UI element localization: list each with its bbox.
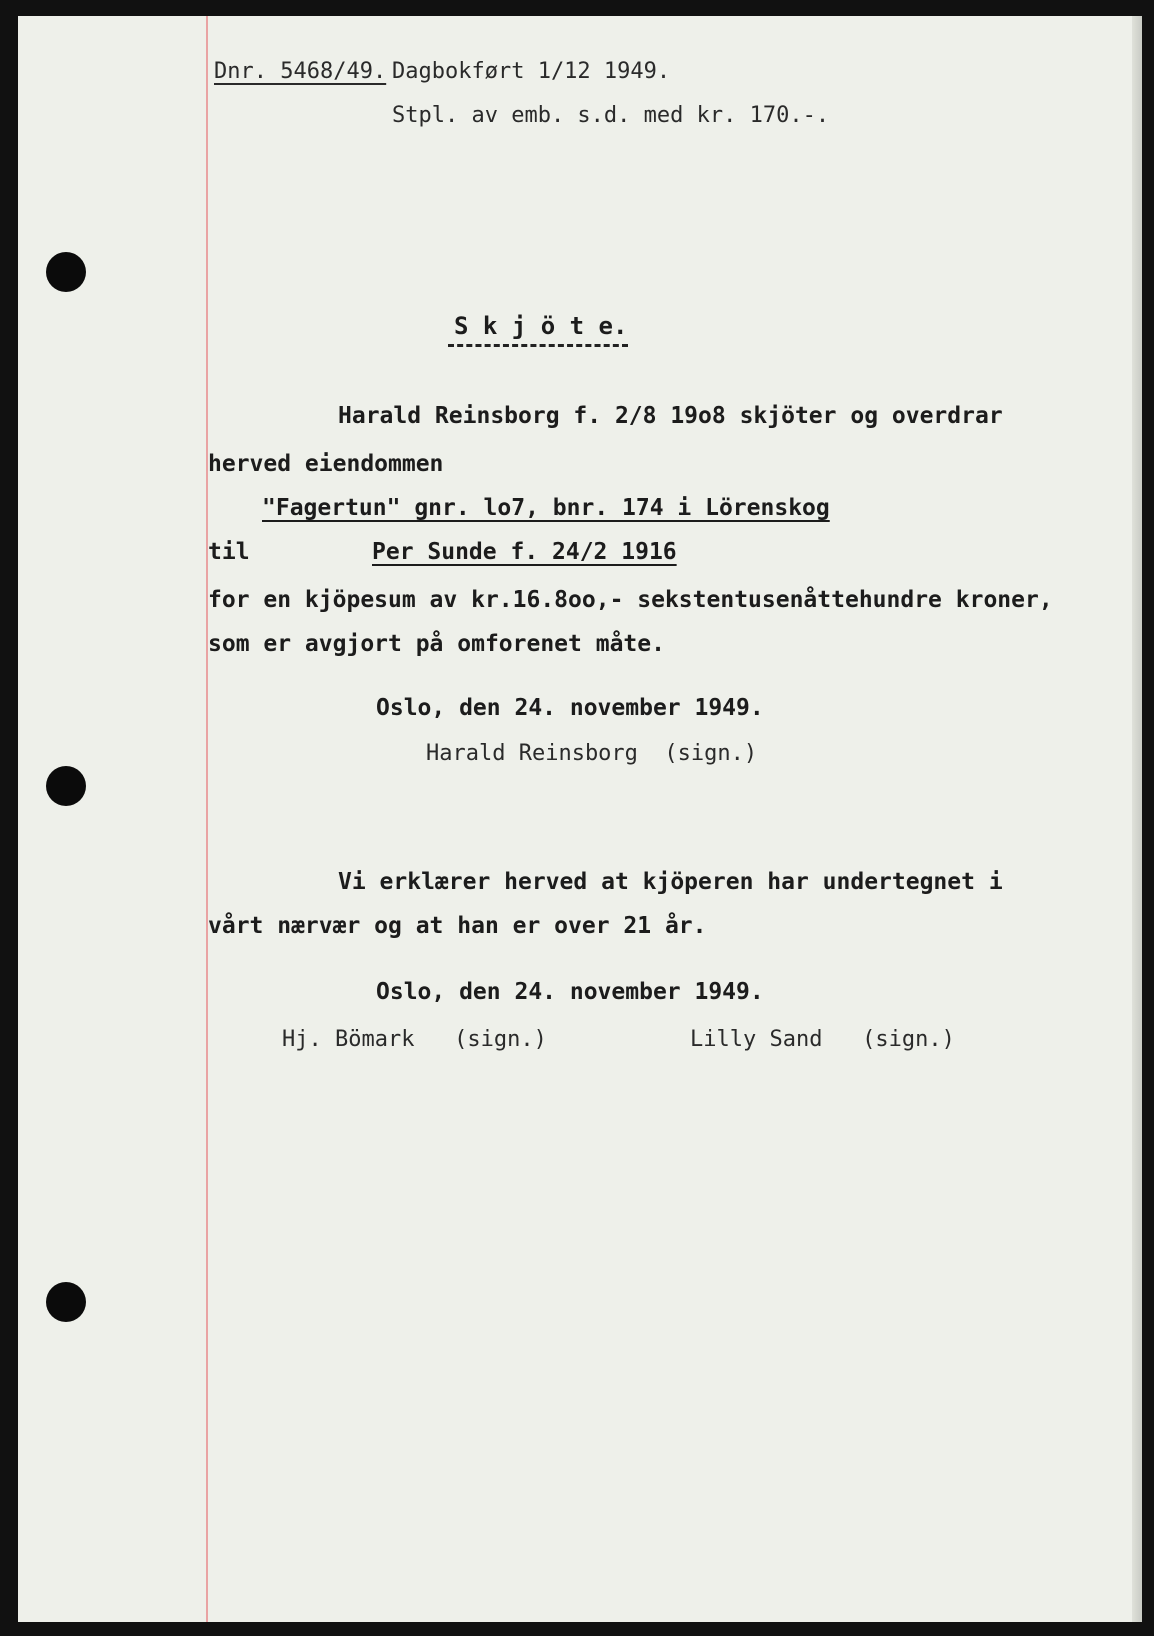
declaration-line-1: Vi erklærer herved at kjöperen har undertegnet i xyxy=(338,869,1003,895)
document-page xyxy=(18,16,1142,1622)
body-line-1: Harald Reinsborg f. 2/8 19o8 skjöter og overdrar xyxy=(338,403,1003,429)
punch-hole-top xyxy=(46,252,86,292)
witness-1-signature: Hj. Bömark (sign.) xyxy=(282,1027,547,1052)
document-title: S k j ö t e. xyxy=(454,312,628,340)
dnr-number: Dnr. 5468/49. xyxy=(214,59,387,84)
body-line-2: herved eiendommen xyxy=(208,451,444,477)
declaration-line-2: vårt nærvær og at han er over 21 år. xyxy=(208,913,707,939)
to-label: til xyxy=(208,539,250,565)
stamp-note: Stpl. av emb. s.d. med kr. 170.-. xyxy=(392,103,830,128)
property-description: "Fagertun" gnr. lo7, bnr. 174 i Lörenskog xyxy=(262,495,830,521)
punch-hole-middle xyxy=(46,766,86,806)
seller-signature: Harald Reinsborg (sign.) xyxy=(426,741,758,766)
title-underline xyxy=(448,344,628,347)
dagbok-entry: Dagbokført 1/12 1949. xyxy=(392,59,671,84)
witness-2-signature: Lilly Sand (sign.) xyxy=(690,1027,955,1052)
place-date-2: Oslo, den 24. november 1949. xyxy=(376,979,764,1005)
place-date-1: Oslo, den 24. november 1949. xyxy=(376,695,764,721)
page-edge-shadow xyxy=(1132,16,1142,1622)
body-line-6: som er avgjort på omforenet måte. xyxy=(208,631,665,657)
margin-rule xyxy=(206,16,208,1622)
buyer-name: Per Sunde f. 24/2 1916 xyxy=(372,539,677,565)
body-line-5: for en kjöpesum av kr.16.8oo,- sekstentusenåttehundre kroner, xyxy=(208,587,1053,613)
punch-hole-bottom xyxy=(46,1282,86,1322)
